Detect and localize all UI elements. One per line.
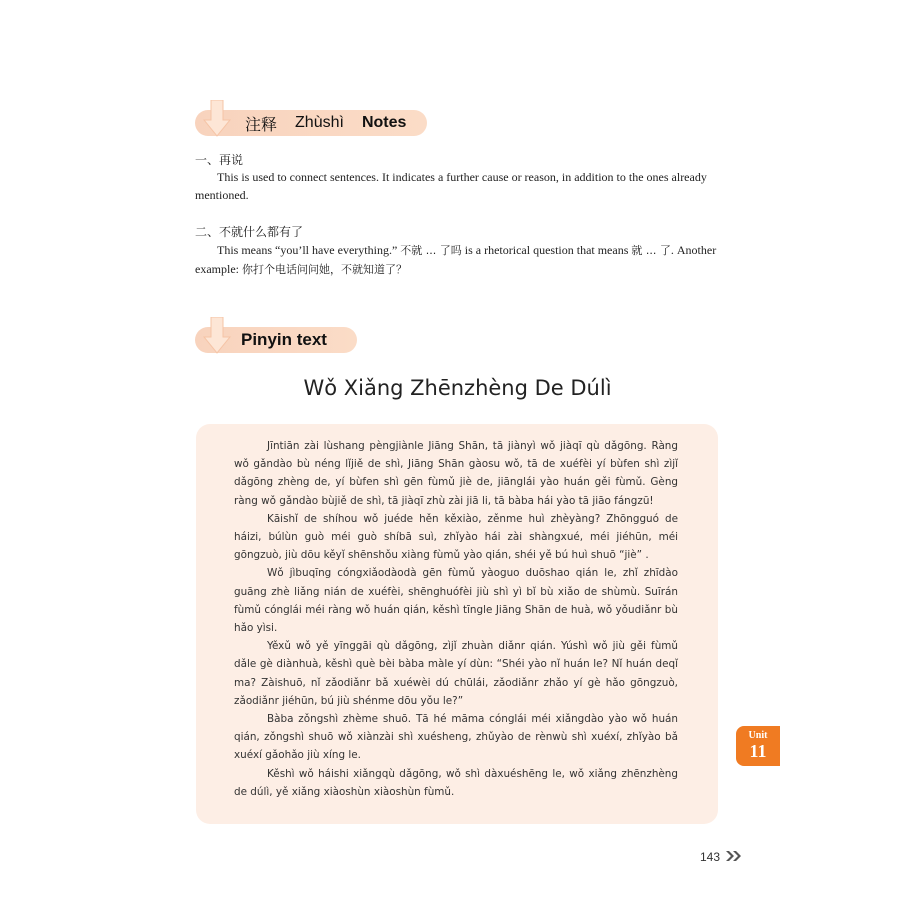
note-2-text: is a rhetorical question that means — [461, 243, 632, 257]
note-1-body: This is used to connect sentences. It indicates a further cause or reason, in addition to the ones already mentioned. — [195, 170, 707, 202]
note-2-body — [195, 241, 720, 279]
paragraph: Yěxǔ wǒ yě yīnggāi qù dǎgōng, zìjǐ zhuàn diǎnr qián. Yúshì wǒ jiù gěi fùmǔ dǎle gè diànhuà, kěshì què bèi bàba màle yí dùn: “Shéi yào nǐ huán le? Nǐ huán deqǐ ma? Zàishuō, nǐ zǎodiǎnr bǎ xuéwèi dú chūlái, zǎodiǎnr zhǎo yí gè hǎo gōngzuò, zǎodiǎnr jiéhūn, bú jiù shénme dōu yǒu le?” — [234, 640, 678, 707]
notes-banner — [195, 110, 427, 136]
paragraph: Jīntiān zài lùshang pèngjiànle Jiāng Shān, tā jiànyì wǒ jiàqī qù dǎgōng. Ràng wǒ gǎndào bù néng lǐjiě de shì, Jiāng Shān gàosu wǒ, tā de xuéfèi yí bùfen shì zìjǐ dǎgōng zhèng de, yí bùfen shì gēn fùmǔ jiè de, jiānglái yào huán gěi fùmǔ. Gèng ràng wǒ gǎndào bùjiě de shì, tā jiàqī zhù zài jiā li, tā bàba hái yào tā jiāo fángzū! — [234, 440, 678, 507]
note-1-heading: 一、再说 — [195, 153, 244, 167]
note-2-text: This means “you’ll have everything.” — [217, 243, 401, 257]
paragraph: Wǒ jìbuqīng cóngxiǎodàodà gēn fùmǔ yàoguo duōshao qián le, zhǐ zhīdào guāng zhè liǎng nián de xuéfèi, shēnghuófèi jiù shì yì bǐ bù xiǎo de shùmù. Suīrán fùmǔ cónglái méi ràng wǒ huán qián, kěshì tīngle Jiāng Shān de huà, wǒ yǒudiǎnr bù hǎo yìsi. — [234, 567, 678, 635]
note-2-text: . Another example: — [195, 243, 717, 276]
text-title: Wǒ Xiǎng Zhēnzhèng De Dúlì — [303, 376, 612, 400]
paragraph: Bàba zǒngshì zhème shuō. Tā hé māma cónglái méi xiǎngdào yào wǒ huán qián, zǒngshì shuō wǒ xiànzài shì xuésheng, zhǔyào de rènwù shì xuéxí, zhǐyào bǎ xuéxí gǎohǎo jiù xíng le. — [234, 713, 678, 762]
paragraph: Kěshì wǒ háishi xiǎngqù dǎgōng, wǒ shì dàxuéshēng le, wǒ xiǎng zhēnzhèng de dúlì, yě xiǎng xiàoshùn xiàoshùn fùmǔ. — [234, 767, 678, 798]
notes-banner-pinyin: Zhùshì — [295, 114, 344, 131]
pinyin-banner-label: Pinyin text — [241, 330, 327, 349]
down-arrow-icon — [203, 317, 231, 357]
note-2-example: 你打个电话问问她，不就知道了？ — [241, 263, 407, 276]
pinyin-banner — [195, 327, 357, 353]
notes-banner-english: Notes — [361, 114, 407, 131]
note-2-chinese: 就 ... 了 — [631, 244, 671, 257]
note-2-chinese: 不就 ... 了吗 — [400, 244, 462, 257]
unit-tab — [736, 726, 780, 766]
double-chevron-right-icon — [725, 850, 743, 862]
pinyin-text — [234, 437, 678, 801]
page-number: 143 — [700, 850, 721, 864]
down-arrow-icon — [203, 100, 231, 140]
unit-label: Unit — [748, 730, 768, 741]
paragraph: Kāishǐ de shíhou wǒ juéde hěn kěxiào, zěnme huì zhèyàng? Zhōngguó de háizi, búlùn guò méi guò shíbā suì, zhǐyào hái zài shàngxué, méi jiéhūn, méi gōngzuò, jiù dōu kěyǐ shēnshǒu xiàng fùmǔ yào qián, shéi yě bú huì shuō “jiè” . — [234, 512, 678, 562]
note-2-heading: 二、不就什么都有了 — [195, 225, 304, 239]
notes-banner-chinese: 注释 — [245, 116, 278, 134]
unit-number: 11 — [749, 741, 767, 761]
